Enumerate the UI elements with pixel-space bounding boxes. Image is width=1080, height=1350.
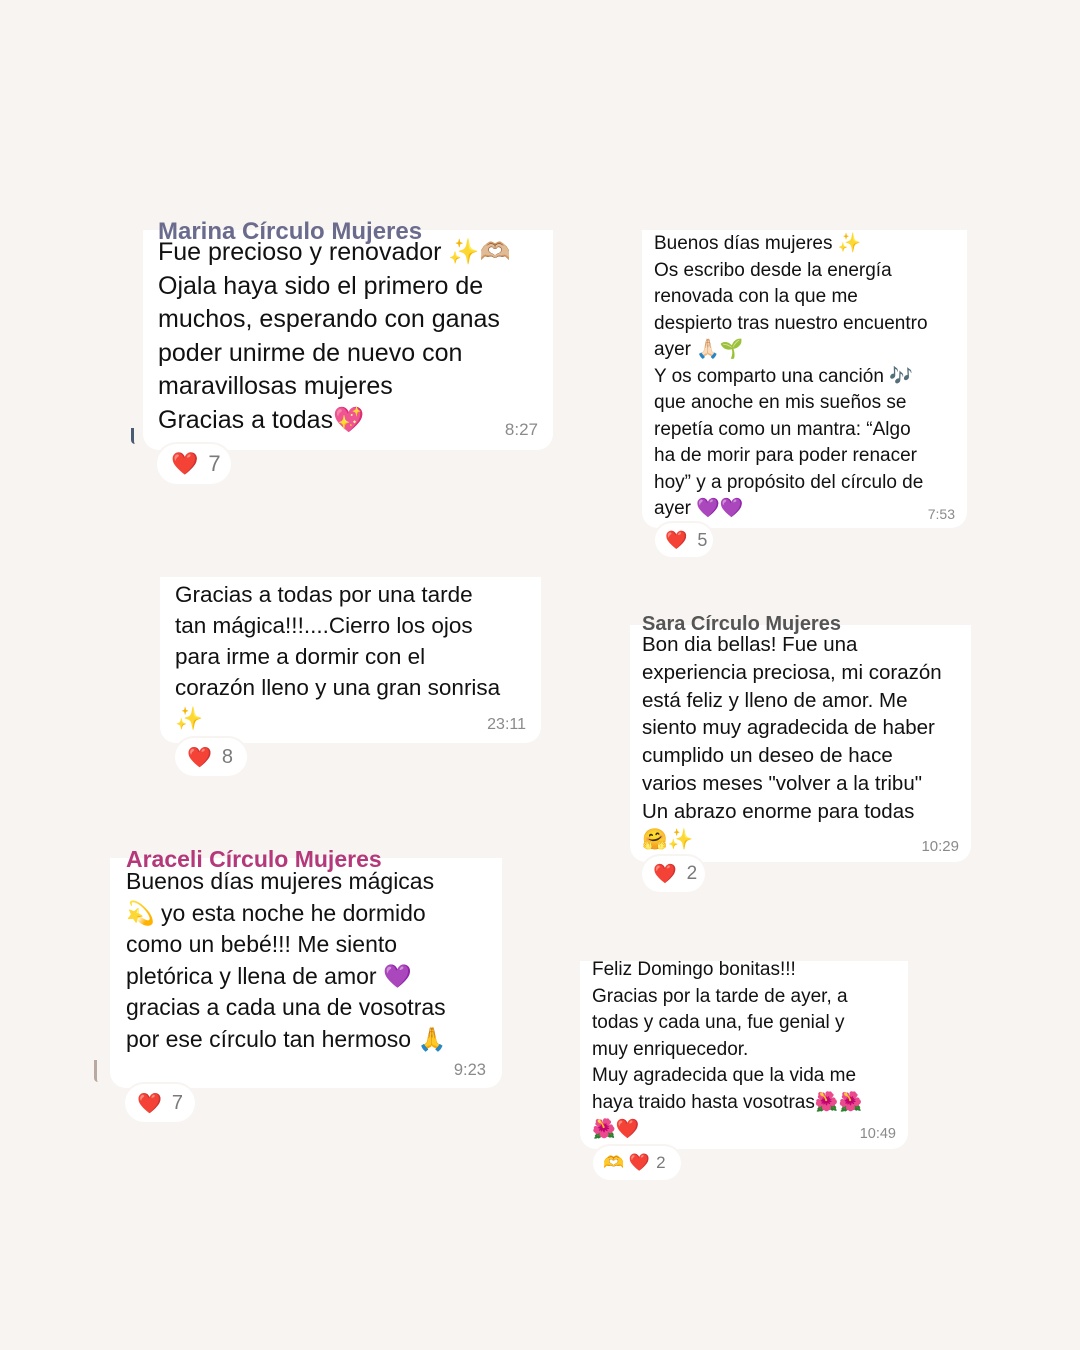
- bubble-tail-fragment: [94, 1060, 101, 1082]
- message-text: Buenos días mujeres mágicas 💫 yo esta noche he dormido como un bebé!!! Me siento pletórica y llena de amor 💜 gracias a cada una de vosotras por ese círculo tan hermoso 🙏: [126, 868, 447, 1052]
- reaction-count: 2: [686, 863, 698, 884]
- message-bubble[interactable]: [160, 577, 541, 743]
- message-bubble[interactable]: [580, 961, 908, 1149]
- message-time: 10:49: [859, 1126, 896, 1142]
- message-time: 7:53: [927, 506, 955, 522]
- reaction-emoji: ❤️: [665, 529, 688, 550]
- reaction-emoji: ❤️: [653, 864, 677, 885]
- message-bubble[interactable]: [642, 230, 967, 528]
- reaction-emoji: ❤️: [187, 746, 212, 769]
- sender-name: Marina Círculo Mujeres: [158, 218, 423, 245]
- reaction-emoji: ❤️: [137, 1092, 162, 1115]
- message-text: Gracias a todas por una tarde tan mágica!!!....Cierro los ojos para irme a dormir con el corazón lleno y una gran sonrisa ✨: [175, 582, 501, 731]
- message-time: 23:11: [487, 716, 526, 733]
- reaction-count: 8: [221, 745, 234, 768]
- message-text: Buenos días mujeres ✨ Os escribo desde la energía renovada con la que me despierto tras nuestro encuentro ayer 🙏🏻🌱 Y os comparto una canción 🎶 que anoche en mis sueños se repetía como un mantra: “Algo ha de morir para poder renacer hoy” y a propósito del círculo de ayer 💜💜: [654, 233, 928, 519]
- reaction-count: 7: [208, 451, 221, 476]
- message-bubble[interactable]: [143, 218, 553, 450]
- reaction-count: 2: [656, 1153, 666, 1172]
- sender-name: Sara Círculo Mujeres: [642, 613, 841, 635]
- reaction-emoji: 🫶 ❤️: [603, 1153, 651, 1172]
- reaction-pill[interactable]: [175, 738, 247, 776]
- reaction-pill[interactable]: [593, 1146, 681, 1180]
- reaction-pill[interactable]: [655, 523, 713, 557]
- message-time: 8:27: [504, 420, 538, 439]
- reaction-count: 7: [171, 1091, 184, 1114]
- message-bubble[interactable]: [630, 613, 971, 862]
- message-text: Feliz Domingo bonitas!!! Gracias por la tarde de ayer, a todas y cada una, fue genial y muy enriquecedor. Muy agradecida que la vida me haya traido hasta vosotras🌺🌺 🌺❤️: [592, 959, 863, 1140]
- reaction-emoji: ❤️: [171, 451, 199, 476]
- sender-name: Araceli Círculo Mujeres: [126, 846, 382, 872]
- message-text: Bon dia bellas! Fue una experiencia preciosa, mi corazón está feliz y lleno de amor. Me siento muy agradecida de haber cumplido un deseo de hace varios meses "volver a la tribu" Un abrazo enorme para todas 🤗✨: [642, 633, 942, 851]
- message-time: 10:29: [921, 838, 959, 855]
- message-text: Fue precioso y renovador ✨🫶🏼 Ojala haya sido el primero de muchos, esperando con ganas poder unirme de nuevo con maravillosas mujeres Gracias a todas💖: [158, 238, 511, 434]
- bubble-tail-fragment: [131, 428, 138, 444]
- reaction-pill[interactable]: [125, 1084, 195, 1122]
- reaction-pill[interactable]: [642, 856, 705, 892]
- message-time: 9:23: [453, 1061, 486, 1079]
- reaction-pill[interactable]: [157, 444, 231, 484]
- reaction-count: 5: [697, 529, 708, 550]
- message-bubble[interactable]: [110, 846, 502, 1088]
